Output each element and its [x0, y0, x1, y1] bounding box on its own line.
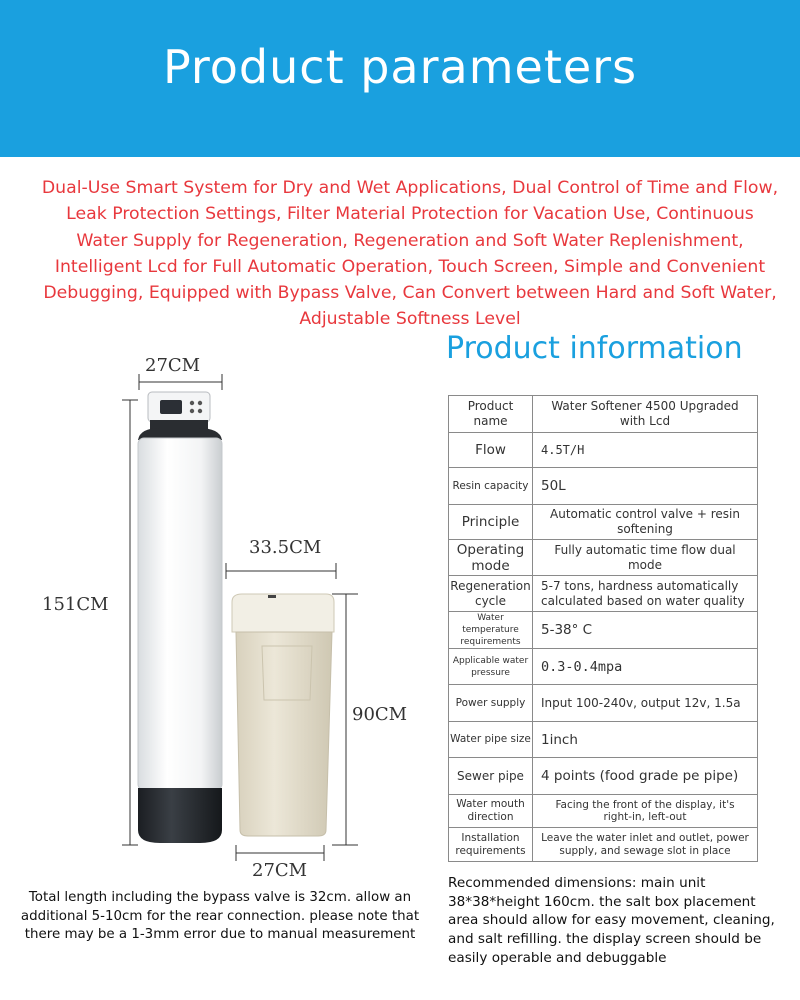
- table-row: [449, 649, 758, 685]
- spec-key: Resin capacity: [449, 468, 533, 505]
- dimension-note: Total length including the bypass valve is 32cm. allow an additional 5-10cm for the rear connection. please note that there may be a 1-3mm error due to manual measurement: [20, 890, 420, 942]
- spec-key: Product name: [449, 396, 533, 433]
- tank-height-label: 151CM: [42, 594, 109, 615]
- spec-value: 4.5T/H: [533, 433, 758, 468]
- product-information-heading: Product information: [446, 331, 743, 366]
- spec-key: Installation requirements: [449, 828, 533, 862]
- product-illustration: [0, 340, 440, 890]
- tank-height-dimension: [122, 400, 138, 845]
- spec-key: Operating mode: [449, 540, 533, 576]
- page-title: Product parameters: [162, 40, 638, 94]
- table-row: [449, 795, 758, 828]
- box-width-top-label: 33.5CM: [249, 537, 322, 558]
- table-row: [449, 612, 758, 649]
- spec-value: 5-7 tons, hardness automatically calculated based on water quality: [533, 576, 758, 612]
- spec-key: Water pipe size: [449, 722, 533, 758]
- spec-value: 5-38° C: [533, 612, 758, 649]
- tank-width-dimension: [139, 374, 222, 390]
- spec-value: 4 points (food grade pe pipe): [533, 758, 758, 795]
- recommended-dimensions-note: Recommended dimensions: main unit 38*38*height 160cm. the salt box placement area should allow for easy movement, cleaning, and salt refilling. the display screen should be easily operable and debuggable: [448, 875, 775, 966]
- spec-key: Water mouth direction: [449, 795, 533, 828]
- box-width-bottom-dimension: [236, 845, 324, 861]
- tank-width-label: 27CM: [145, 355, 201, 376]
- spec-value: Fully automatic time flow dual mode: [533, 540, 758, 576]
- box-height-label: 90CM: [352, 704, 408, 725]
- table-row: [449, 758, 758, 795]
- table-row: [449, 433, 758, 468]
- spec-key: Flow: [449, 433, 533, 468]
- box-width-bottom-label: 27CM: [252, 860, 308, 881]
- softener-drawing: [0, 340, 440, 890]
- table-row: [449, 396, 758, 433]
- box-width-top-dimension: [226, 563, 336, 579]
- table-row: [449, 540, 758, 576]
- spec-key: Applicable water pressure: [449, 649, 533, 685]
- table-row: [449, 505, 758, 540]
- spec-key: Power supply: [449, 685, 533, 722]
- table-row: [449, 576, 758, 612]
- spec-value: Automatic control valve + resin softening: [533, 505, 758, 540]
- spec-key: Water temperature requirements: [449, 612, 533, 649]
- spec-value: 50L: [533, 468, 758, 505]
- spec-value: Input 100-240v, output 12v, 1.5a: [533, 685, 758, 722]
- table-row: [449, 828, 758, 862]
- spec-value: Water Softener 4500 Upgraded with Lcd: [533, 396, 758, 433]
- resin-tank-body: [138, 438, 222, 790]
- spec-value: Facing the front of the display, it's right-in, left-out: [533, 795, 758, 828]
- control-valve-head: [138, 392, 222, 440]
- header-banner: [0, 0, 800, 157]
- features-description: Dual-Use Smart System for Dry and Wet Applications, Dual Control of Time and Flow, Leak Protection Settings, Filter Material Protection for Vacation Use, Continuous Water Supply for Regeneration, Regeneration and Soft Water Replenishment, Intelligent Lcd for Full Automatic Operation, Touch Screen, Simple and Convenient Debugging, Equipped with Bypass Valve, Can Convert between Hard and Soft Water, Adjustable Softness Level: [41, 178, 779, 330]
- spec-value: 1inch: [533, 722, 758, 758]
- spec-value: 0.3-0.4mpa: [533, 649, 758, 685]
- table-row: [449, 468, 758, 505]
- table-row: [449, 722, 758, 758]
- table-row: [449, 685, 758, 722]
- spec-value: Leave the water inlet and outlet, power supply, and sewage slot in place: [533, 828, 758, 862]
- spec-key: Sewer pipe: [449, 758, 533, 795]
- spec-key: Principle: [449, 505, 533, 540]
- salt-box: [232, 594, 334, 836]
- spec-key: Regeneration cycle: [449, 576, 533, 612]
- resin-tank-base: [138, 788, 222, 843]
- spec-table: [448, 395, 758, 862]
